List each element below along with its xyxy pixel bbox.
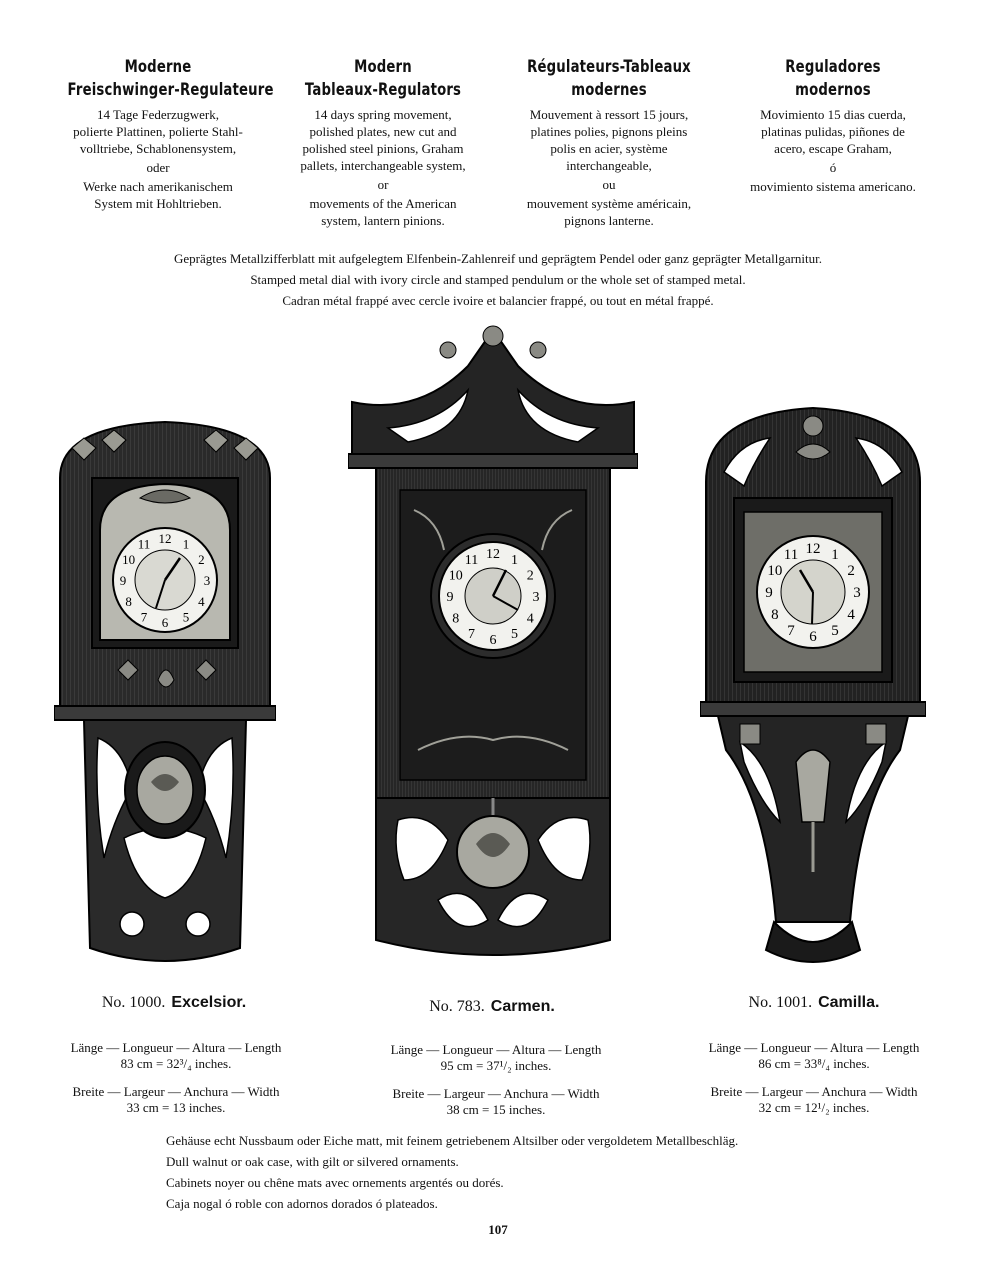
dial-numeral: 4 — [847, 607, 855, 623]
page-number: 107 — [488, 1222, 508, 1237]
description-line: Mouvement à ressort 15 jours, — [529, 107, 689, 122]
model-number: No. 1001. — [748, 994, 813, 1011]
caption-camilla — [694, 994, 934, 1012]
description-line: Cabinets noyer ou chêne mats avec ornements argentés ou dorés. — [166, 1175, 504, 1190]
dial-numeral: 11 — [137, 536, 151, 552]
length-value: 95 cm = 37¹/₂ inches. — [440, 1058, 552, 1073]
dial-numeral: 3 — [203, 573, 211, 588]
dial-numeral: 6 — [809, 629, 817, 645]
description-line: Werke nach amerikanischem — [83, 179, 233, 194]
column-german — [42, 56, 274, 212]
dial-numeral: 5 — [511, 627, 518, 643]
description-line: platines polies, pignons pleins — [530, 124, 688, 139]
dial-numeral: 3 — [532, 590, 540, 605]
dial-description — [0, 248, 996, 311]
description-line: System mit Hohltrieben. — [94, 196, 222, 211]
case-description — [166, 1130, 738, 1214]
dial-numeral: 9 — [446, 590, 454, 605]
width-label: Breite — Largeur — Anchura — Width — [392, 1086, 600, 1101]
length-value: 86 cm = 33⁸/₄ inches. — [758, 1056, 870, 1071]
description-line: mouvement système américain, — [526, 196, 692, 211]
description-line: Caja nogal ó roble con adornos dorados ó plateados. — [166, 1196, 438, 1211]
description-line: Gehäuse echt Nussbaum oder Eiche matt, mit feinem getriebenem Altsilber oder vergoldetem Metallbeschläg. — [166, 1133, 739, 1148]
dial-numeral: 12 — [158, 531, 172, 546]
description-line: system, lantern pinions. — [321, 213, 445, 228]
dial-numeral: 5 — [182, 609, 190, 625]
or-text: ó — [829, 160, 837, 175]
width-label: Breite — Largeur — Anchura — Width — [710, 1084, 918, 1099]
width-value: 38 cm = 15 inches. — [446, 1102, 546, 1117]
column-heading — [67, 56, 274, 102]
dial-numeral: 2 — [198, 552, 205, 567]
description-line: polished steel pinions, Graham — [302, 141, 464, 156]
description-line: movements of the American — [309, 196, 457, 211]
dial-numeral: 8 — [771, 607, 779, 623]
dial-numeral: 9 — [765, 585, 773, 601]
dial-numeral: 4 — [526, 611, 534, 627]
length-label: Länge — Longueur — Altura — Length — [390, 1042, 602, 1057]
description-line: movimiento sistema americano. — [750, 179, 916, 194]
length-label: Länge — Longueur — Altura — Length — [708, 1040, 920, 1055]
dial-numeral: 12 — [805, 541, 821, 557]
description-line: polished plates, new cut and — [309, 124, 457, 139]
description-line: interchangeable, — [566, 158, 652, 173]
heading-line: Freischwinger-Regulateure — [67, 80, 274, 100]
width-value: 32 cm = 12¹/₂ inches. — [758, 1100, 870, 1115]
dial-numeral: 8 — [125, 594, 132, 609]
dimensions-camilla — [688, 1040, 940, 1116]
heading-line: Moderne — [124, 57, 192, 77]
dial-numeral: 1 — [831, 546, 839, 563]
description-line: volltriebe, Schablonensystem, — [79, 141, 237, 156]
description-line: Geprägtes Metallzifferblatt mit aufgelegtem Elfenbein-Zahlenreif und geprägtem Pendel oder ganz geprägter Metallgarnitur. — [173, 251, 823, 266]
dial-numeral: 1 — [182, 536, 190, 552]
or-text: ou — [602, 177, 616, 192]
description-line: Cadran métal frappé avec cercle ivoire et balancier frappé, ou tout en métal frappé. — [282, 293, 714, 308]
column-heading — [521, 56, 697, 102]
description-line: 14 days spring movement, — [314, 107, 452, 122]
dial-numeral: 7 — [787, 623, 795, 640]
dial-numeral: 2 — [526, 568, 534, 584]
column-spanish — [722, 56, 944, 195]
heading-line: Tableaux-Regulators — [304, 80, 462, 100]
dial-numeral: 7 — [140, 609, 148, 625]
dial-numeral: 5 — [831, 623, 839, 640]
dimensions-excelsior — [50, 1040, 302, 1116]
clock-excelsior-illustration — [54, 418, 276, 978]
model-name: Carmen. — [490, 998, 555, 1015]
or-text: or — [377, 177, 389, 192]
dial-numeral: 12 — [486, 547, 500, 562]
column-french — [496, 56, 722, 229]
description-line: polis en acier, système — [550, 141, 668, 156]
dial-numeral: 10 — [448, 568, 463, 584]
heading-line: modernos — [795, 80, 871, 100]
heading-line: Modern — [354, 57, 412, 77]
clock-carmen-illustration — [348, 320, 638, 970]
width-value: 33 cm = 13 inches. — [126, 1100, 226, 1115]
description-line: 14 Tage Federzugwerk, — [97, 107, 219, 122]
model-name: Excelsior. — [171, 994, 247, 1011]
description-line: polierte Plattinen, polierte Stahl- — [73, 124, 243, 139]
dial-numeral: 10 — [767, 563, 783, 579]
dial-numeral: 11 — [464, 552, 479, 568]
length-label: Länge — Longueur — Altura — Length — [70, 1040, 282, 1055]
dimensions-carmen — [370, 1042, 622, 1118]
description-line: pallets, interchangeable system, — [300, 158, 466, 173]
dial-numeral: 4 — [198, 594, 205, 609]
description-line: Dull walnut or oak case, with gilt or silvered ornaments. — [166, 1154, 459, 1169]
or-text: oder — [146, 160, 170, 175]
dial-numeral: 1 — [511, 552, 518, 568]
heading-line: Reguladores — [785, 57, 881, 77]
column-english — [270, 56, 496, 229]
dial-numeral: 11 — [783, 546, 799, 563]
dial-numeral: 6 — [489, 633, 497, 648]
caption-excelsior — [54, 994, 294, 1012]
description-line: platinas pulidas, piñones de — [761, 124, 905, 139]
dial-numeral: 2 — [847, 563, 855, 579]
heading-line: Régulateurs-Tableaux — [527, 57, 691, 77]
clock-camilla-illustration — [700, 402, 926, 970]
description-line: Stamped metal dial with ivory circle and stamped pendulum or the whole set of stamped metal. — [250, 272, 746, 287]
dial-numeral: 9 — [119, 573, 127, 588]
description-line: Movimiento 15 dias cuerda, — [760, 107, 906, 122]
dial-numeral: 8 — [452, 611, 460, 627]
heading-line: modernes — [571, 80, 647, 100]
description-line: pignons lanterne. — [564, 213, 654, 228]
model-number: No. 783. — [429, 998, 485, 1015]
dial-numeral: 3 — [853, 585, 861, 601]
description-line: acero, escape Graham, — [774, 141, 892, 156]
length-value: 83 cm = 32³/₄ inches. — [120, 1056, 232, 1071]
column-heading — [746, 56, 919, 102]
model-name: Camilla. — [818, 994, 880, 1011]
column-heading — [295, 56, 471, 102]
dial-numeral: 7 — [468, 627, 475, 643]
model-number: No. 1000. — [101, 994, 166, 1011]
dial-numeral: 10 — [122, 552, 136, 567]
width-label: Breite — Largeur — Anchura — Width — [72, 1084, 280, 1099]
dial-numeral: 6 — [161, 615, 169, 630]
caption-carmen — [372, 998, 612, 1016]
